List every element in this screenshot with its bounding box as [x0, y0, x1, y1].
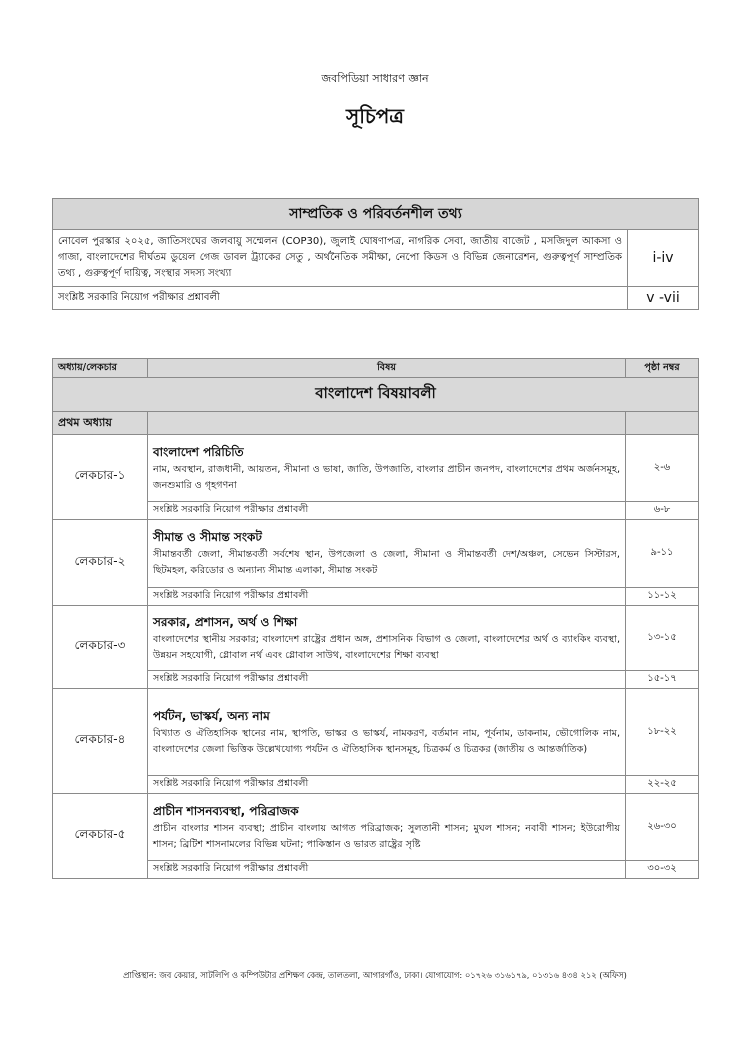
lecture-pages: ১৩-১৫: [626, 606, 699, 671]
chapter-title: প্রথম অধ্যায়: [53, 412, 148, 435]
question-pages: ১৫-১৭: [626, 671, 699, 689]
lecture-pages: ৯-১১: [626, 520, 699, 588]
lecture-label: লেকচার-৩: [53, 606, 148, 689]
table-row: [53, 287, 699, 310]
chapter-row: [53, 412, 699, 435]
lecture-content: [148, 606, 626, 671]
lecture-pages: ২৬-৩০: [626, 794, 699, 861]
question-pages: ২২-২৫: [626, 776, 699, 794]
footer-contact: প্রাপ্তিস্থান: জব কেয়ার, সাটলিপি ও কম্পিউটার প্রশিক্ষণ কেন্দ্র, তালতলা, আগারগাঁও, ঢাকা। যোগাযোগ: ০১৭২৬ ৩১৬১৭৯, ০১৩১৬ ৪৩৪ ২১২ (অফিস): [123, 970, 627, 980]
question-row: [53, 861, 699, 879]
lecture-row: [53, 689, 699, 776]
chapter-row-blank: [626, 412, 699, 435]
lecture-description: বিখ্যাত ও ঐতিহাসিক স্থানের নাম, স্থাপতি, ভাস্কর ও ভাস্কর্য, নামকরণ, বর্তমান নাম, পূর্বনাম, ডাকনাম, ভৌগোলিক নাম, বাংলাদেশের জেলা ভিত্তিক উল্লেখযোগ্য পর্যটন ও ঐতিহাসিক স্থানসমূহ, চিত্রকর্ম ও চিত্রকর (জাতীয় ও আন্তর্জাতিক): [153, 727, 620, 755]
lecture-pages: ১৮-২২: [626, 689, 699, 776]
lecture-content: [148, 794, 626, 861]
lecture-label: লেকচার-৪: [53, 689, 148, 794]
col-page-header: পৃষ্ঠা নম্বর: [626, 359, 699, 378]
lecture-row: [53, 606, 699, 671]
question-row: [53, 588, 699, 606]
lecture-row: [53, 794, 699, 861]
lecture-heading: পর্যটন, ভাস্কর্য, অন্য নাম: [153, 708, 270, 723]
question-label: সংশ্লিষ্ট সরকারি নিয়োগ পরীক্ষার প্রশ্নাবলী: [148, 588, 626, 606]
col-subject-header: বিষয়: [148, 359, 626, 378]
chapter-row-blank: [148, 412, 626, 435]
question-pages: ৬-৮: [626, 502, 699, 520]
question-pages: ১১-১২: [626, 588, 699, 606]
lecture-heading: সীমান্ত ও সীমান্ত সংকট: [153, 530, 262, 544]
current-affairs-page: i-iv: [628, 230, 699, 287]
section-title: বাংলাদেশ বিষয়াবলী: [53, 378, 699, 412]
section-row: [53, 378, 699, 412]
question-row: [53, 502, 699, 520]
col-chapter-header: অধ্যায়/লেকচার: [53, 359, 148, 378]
current-affairs-topics: নোবেল পুরস্কার ২০২৫, জাতিসংঘের জলবায়ু সম্মেলন (COP30), জুলাই ঘোষণাপত্র, নাগরিক সেবা, জাতীয় বাজেট , মসজিদুল আকসা ও গাজা, বাংলাদেশের দীর্ঘতম ডুয়েল গেজ ডাবল ট্র্যাকের সেতু , অর্থনৈতিক সমীক্ষা, নেপো কিডস ও বিভিন্ন জেনারেশন, গুরুত্বপূর্ণ সাম্প্রতিক তথ্য , গুরুত্বপূর্ণ দায়িত্ব, সংস্থার সদস্য সংখ্যা: [53, 230, 628, 287]
question-label: সংশ্লিষ্ট সরকারি নিয়োগ পরীক্ষার প্রশ্নাবলী: [148, 671, 626, 689]
lecture-label: লেকচার-১: [53, 435, 148, 520]
lecture-description: নাম, অবস্থান, রাজধানী, আয়তন, সীমানা ও ভাষা, জাতি, উপজাতি, বাংলার প্রাচীন জনপদ, বাংলাদেশের প্রথম অর্জনসমূহ, জনশুমারি ও গৃহগণনা: [153, 463, 620, 491]
lecture-description: বাংলাদেশের স্থানীয় সরকার; বাংলাদেশ রাষ্ট্রের প্রধান অঙ্গ, প্রশাসনিক বিভাগ ও জেলা, বাংলাদেশের অর্থ ও ব্যাংকিং ব্যবস্থা, উন্নয়ন সহযোগী, গ্লোবাল নর্থ এবং গ্লোবাল সাউথ, বাংলাদেশের শিক্ষা ব্যবস্থা: [153, 633, 620, 661]
lecture-description: সীমান্তবর্তী জেলা, সীমান্তবর্তী সর্বশেষ স্থান, উপজেলা ও জেলা, সীমানা ও সীমান্তবর্তী দেশ/অঞ্চল, সেভেন সিস্টারস, ছিটমহল, করিডোর ও অন্যান্য সীমান্ত এলাকা, সীমান্ত সংকট: [153, 549, 620, 576]
lecture-pages: ২-৬: [626, 435, 699, 502]
lecture-content: [148, 435, 626, 502]
toc-header-row: [53, 359, 699, 378]
book-title: জবপিডিয়া সাধারণ জ্ঞান: [321, 72, 429, 85]
lecture-heading: বাংলাদেশ পরিচিতি: [153, 444, 244, 459]
current-affairs-questions: সংশ্লিষ্ট সরকারি নিয়োগ পরীক্ষার প্রশ্নাবলী: [53, 287, 628, 310]
lecture-content: [148, 689, 626, 776]
question-row: [53, 671, 699, 689]
current-affairs-questions-page: v -vii: [628, 287, 699, 310]
lecture-label: লেকচার-৫: [53, 794, 148, 879]
current-affairs-heading-row: [53, 199, 699, 230]
lecture-label: লেকচার-২: [53, 520, 148, 606]
question-pages: ৩০-৩২: [626, 861, 699, 879]
current-affairs-heading: সাম্প্রতিক ও পরিবর্তনশীল তথ্য: [53, 199, 699, 230]
lecture-heading: প্রাচীন শাসনব্যবস্থা, পরিব্রাজক: [153, 803, 299, 818]
table-row: [53, 230, 699, 287]
lecture-description: প্রাচীন বাংলার শাসন ব্যবস্থা; প্রাচীন বাংলায় আগত পরিব্রাজক; সুলতানী শাসন; মুঘল শাসন; নবাবী শাসন; ইউরোপীয় শাসন; ব্রিটিশ শাসনামলের বিভিন্ন ঘটনা; পাকিস্তান ও ভারত রাষ্ট্রের সৃষ্টি: [153, 822, 620, 850]
current-affairs-table: [52, 198, 699, 310]
page-title: সূচিপত্র: [346, 104, 404, 128]
question-label: সংশ্লিষ্ট সরকারি নিয়োগ পরীক্ষার প্রশ্নাবলী: [148, 776, 626, 794]
lecture-content: [148, 520, 626, 588]
toc-table: [52, 358, 699, 879]
question-row: [53, 776, 699, 794]
lecture-row: [53, 520, 699, 588]
question-label: সংশ্লিষ্ট সরকারি নিয়োগ পরীক্ষার প্রশ্নাবলী: [148, 861, 626, 879]
question-label: সংশ্লিষ্ট সরকারি নিয়োগ পরীক্ষার প্রশ্নাবলী: [148, 502, 626, 520]
lecture-heading: সরকার, প্রশাসন, অর্থ ও শিক্ষা: [153, 614, 298, 629]
lecture-row: [53, 435, 699, 502]
